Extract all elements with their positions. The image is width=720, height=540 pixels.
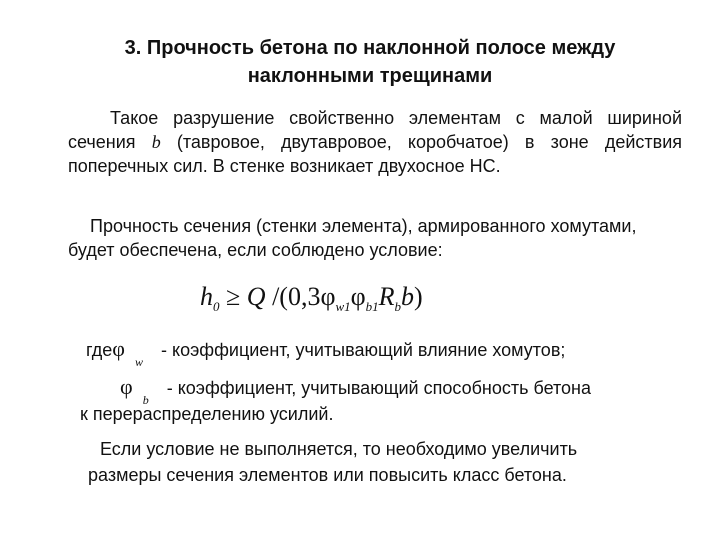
formula-R: R bbox=[378, 282, 395, 311]
paragraph1-part1: Такое разрушение свойственно элементам с малой шириной сечения bbox=[68, 108, 682, 152]
formula-h-sub: 0 bbox=[213, 299, 220, 314]
slide-title bbox=[60, 34, 680, 90]
phi-b-sub: b bbox=[142, 393, 149, 407]
definition-phi-b bbox=[120, 374, 591, 408]
formula-phi: φ bbox=[350, 282, 366, 311]
paragraph-recommendation bbox=[88, 436, 577, 488]
definition-b-continuation: к перераспределению усилий. bbox=[80, 404, 334, 424]
recommendation-line-1-text: Если условие не выполняется, то необходимо увеличить bbox=[100, 439, 578, 459]
formula-h: h bbox=[200, 282, 213, 311]
phi-symbol-2: φ bbox=[120, 374, 133, 399]
strength-formula bbox=[200, 282, 423, 315]
recommendation-line-2: размеры сечения элементов или повысить класс бетона. bbox=[88, 465, 567, 485]
formula-b1-sub: b1 bbox=[365, 299, 379, 314]
recommendation-line-1 bbox=[88, 436, 577, 462]
title-line-1: 3. Прочность бетона по наклонной полосе между bbox=[124, 37, 616, 59]
formula-Rb-sub: b bbox=[394, 299, 402, 314]
paragraph-failure-description bbox=[68, 106, 682, 178]
formula-geq: ≥ bbox=[219, 282, 247, 311]
formula-b: b bbox=[401, 282, 415, 311]
definition-b-text: - коэффициент, учитывающий способность бетона bbox=[166, 378, 591, 398]
paragraph1-part2: (тавровое, двутавровое, коробчатое) в зоне действия поперечных сил. В стенке возникает двухосное НС. bbox=[68, 132, 683, 176]
definition-prefix: где bbox=[86, 340, 113, 360]
formula-open: /(0,3φ bbox=[265, 282, 336, 311]
title-line-2: наклонными трещинами bbox=[247, 65, 493, 87]
formula-close: ) bbox=[414, 282, 423, 311]
paragraph-strength-condition bbox=[68, 214, 682, 262]
definition-w-text: - коэффициент, учитывающий влияние хомутов; bbox=[161, 340, 566, 360]
definition-phi-w bbox=[86, 336, 565, 370]
phi-symbol: φ bbox=[112, 336, 125, 361]
formula-Q: Q bbox=[246, 282, 266, 311]
phi-w-sub: w bbox=[134, 355, 143, 369]
variable-b: b bbox=[151, 132, 161, 152]
formula-w1-sub: w1 bbox=[335, 299, 351, 314]
paragraph2-text: Прочность сечения (стенки элемента), армированного хомутами, будет обеспечена, если соблюдено условие: bbox=[68, 216, 637, 260]
